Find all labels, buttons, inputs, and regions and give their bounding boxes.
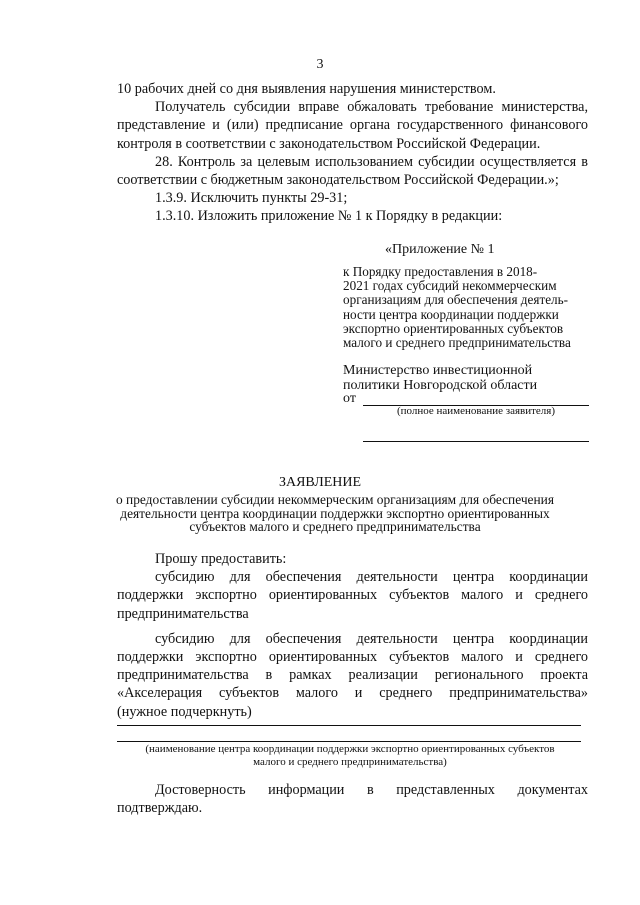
- statement-title: ЗАЯВЛЕНИЕ: [278, 475, 362, 490]
- body-paragraphs: [117, 80, 588, 226]
- subtitle-line: субъектов малого и среднего предпринимательства: [189, 519, 481, 535]
- option1-line: субсидию для обеспечения деятельности центра координации: [155, 569, 588, 586]
- annex-line: 2021 годах субсидий некоммерческим: [343, 278, 557, 294]
- paragraph-line: представление и (или) предписание органа государственного финансового: [117, 117, 588, 134]
- from-label: от: [343, 391, 356, 406]
- center-name-line-1: [117, 725, 581, 726]
- annex-title: «Приложение № 1: [385, 242, 495, 257]
- applicant-extra-line: [363, 441, 589, 442]
- annex-line: экспортно ориентированных субъектов: [343, 320, 564, 336]
- paragraph-line: соответствии с бюджетным законодательством Российской Федерации.»;: [117, 172, 559, 189]
- confirm-line: подтверждаю.: [117, 800, 203, 817]
- option1-line: предпринимательства: [117, 605, 249, 622]
- ministry-address: [343, 364, 593, 393]
- paragraph-line: 28. Контроль за целевым использованием субсидии осуществляется в: [155, 153, 588, 170]
- subtitle-line: о предоставлении субсидии некоммерческим организациям для обеспечения: [115, 492, 554, 507]
- paragraph-line: 1.3.9. Исключить пункты 29-31;: [155, 190, 348, 207]
- applicant-caption: (полное наименование заявителя): [396, 405, 556, 417]
- option2-line: субсидию для обеспечения деятельности центра координации: [155, 630, 588, 647]
- annex-line: к Порядку предоставления в 2018-: [343, 264, 538, 279]
- ministry-line: Министерство инвестиционной: [343, 363, 533, 378]
- underline-note: (нужное подчеркнуть): [117, 703, 252, 720]
- option2-line: предпринимательства в рамках реализации регионального проекта: [117, 667, 588, 684]
- statement-subtitle: [105, 493, 565, 534]
- request-line: Прошу предоставить:: [155, 551, 287, 567]
- ministry-line: политики Новгородской области: [343, 377, 538, 393]
- page-number: 3: [316, 57, 324, 72]
- paragraph-line: 10 рабочих дней со дня выявления нарушения министерством.: [117, 81, 496, 97]
- annex-line: ности центра координации поддержки: [343, 306, 559, 322]
- paragraph-line: Получатель субсидии вправе обжаловать требование министерства,: [155, 99, 588, 116]
- confirm-line: Достоверность информации в представленных документах: [155, 782, 588, 798]
- annex-reference: [343, 265, 593, 350]
- center-name-line-2: [117, 741, 581, 742]
- statement-body: [117, 550, 588, 721]
- annex-line: малого и среднего предпринимательства: [343, 335, 571, 351]
- center-caption: [110, 743, 590, 769]
- paragraph-line: 1.3.10. Изложить приложение № 1 к Порядку в редакции:: [155, 208, 503, 225]
- subtitle-line: деятельности центра координации поддержки экспортно ориентированных: [120, 505, 550, 521]
- paragraph-line: контроля в соответствии с законодательством Российской Федерации.: [117, 135, 541, 152]
- option2-line: «Акселерация субъектов малого и среднего предпринимательства»: [117, 685, 588, 702]
- confirmation: [117, 781, 588, 817]
- center-caption-line: (наименование центра координации поддержки экспортно ориентированных субъектов: [145, 743, 555, 755]
- option1-line: поддержки экспортно ориентированных субъектов малого и среднего: [117, 587, 588, 604]
- annex-line: организациям для обеспечения деятель-: [343, 292, 569, 308]
- option2-line: поддержки экспортно ориентированных субъектов малого и среднего: [117, 649, 588, 666]
- center-caption-line: малого и среднего предпринимательства): [253, 756, 447, 768]
